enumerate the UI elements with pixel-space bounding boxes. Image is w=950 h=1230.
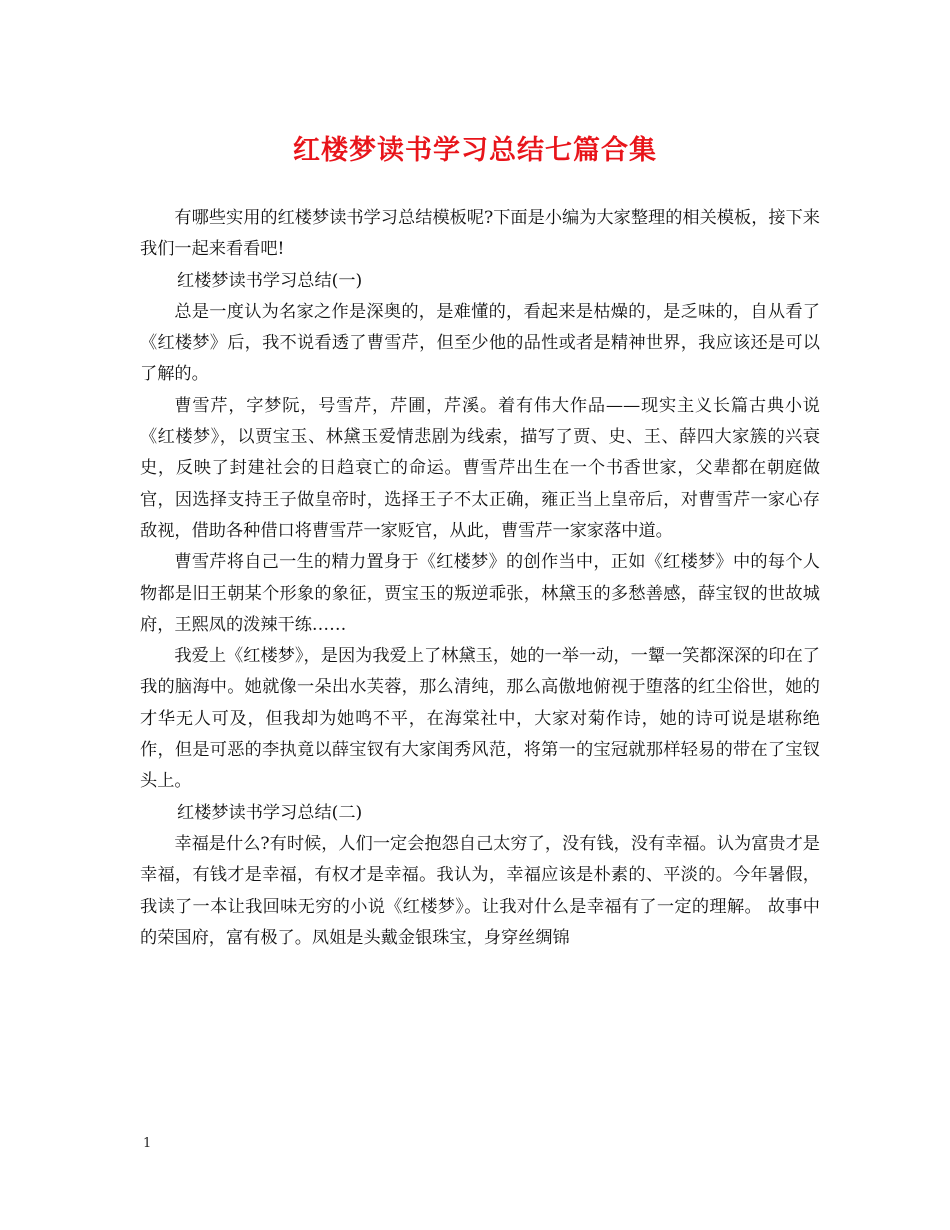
page-number: 1 <box>143 1136 152 1151</box>
body-paragraph: 我爱上《红楼梦》，是因为我爱上了林黛玉，她的一举一动，一颦一笑都深深的印在了我的脑海中。她就像一朵出水芙蓉，那么清纯，那么高傲地俯视于堕落的红尘俗世，她的才华无人可及，但我却为她鸣不平，在海棠社中，大家对菊作诗，她的诗可说是堪称绝作，但是可恶的李执竟以薛宝钗有大家闺秀风范，将第一的宝冠就那样轻易的带在了宝钗头上。 <box>140 646 820 792</box>
section-heading-1: 红楼梦读书学习总结(一) <box>176 270 363 291</box>
body-paragraph: 曹雪芹将自己一生的精力置身于《红楼梦》的创作当中，正如《红楼梦》中的每个人物都是旧王朝某个形象的象征，贾宝玉的叛逆乖张，林黛玉的多愁善感，薛宝钗的世故城府，王熙凤的泼辣干练…… <box>140 552 820 635</box>
body-paragraph: 幸福是什么?有时候，人们一定会抱怨自己太穷了，没有钱，没有幸福。认为富贵才是幸福，有钱才是幸福，有权才是幸福。我认为，幸福应该是朴素的、平淡的。今年暑假，我读了一本让我回味无穷的小说《红楼梦》。让我对什么是幸福有了一定的理解。 故事中的荣国府，富有极了。凤姐是头戴金银珠宝，身穿丝绸锦 <box>140 833 820 948</box>
body-paragraph: 总是一度认为名家之作是深奥的，是难懂的，看起来是枯燥的，是乏味的，自从看了《红楼梦》后，我不说看透了曹雪芹，但至少他的品性或者是精神世界，我应该还是可以了解的。 <box>140 301 820 385</box>
document-body <box>140 203 820 954</box>
body-paragraph: 曹雪芹，字梦阮，号雪芹，芹圃，芹溪。着有伟大作品——现实主义长篇古典小说《红楼梦》，以贾宝玉、林黛玉爱情悲剧为线索，描写了贾、史、王、薛四大家簇的兴衰史，反映了封建社会的日趋衰亡的命运。曹雪芹出生在一个书香世家，父辈都在朝庭做官，因选择支持王子做皇帝时，选择王子不太正确，雍正当上皇帝后，对曹雪芹一家心存敌视，借助各种借口将曹雪芹一家贬官，从此，曹雪芹一家家落中道。 <box>140 395 820 541</box>
intro-paragraph: 有哪些实用的红楼梦读书学习总结模板呢?下面是小编为大家整理的相关模板，接下来我们一起来看看吧! <box>140 208 820 260</box>
document-title: 红楼梦读书学习总结七篇合集 <box>293 135 657 166</box>
section-heading-2: 红楼梦读书学习总结(二) <box>176 802 363 823</box>
